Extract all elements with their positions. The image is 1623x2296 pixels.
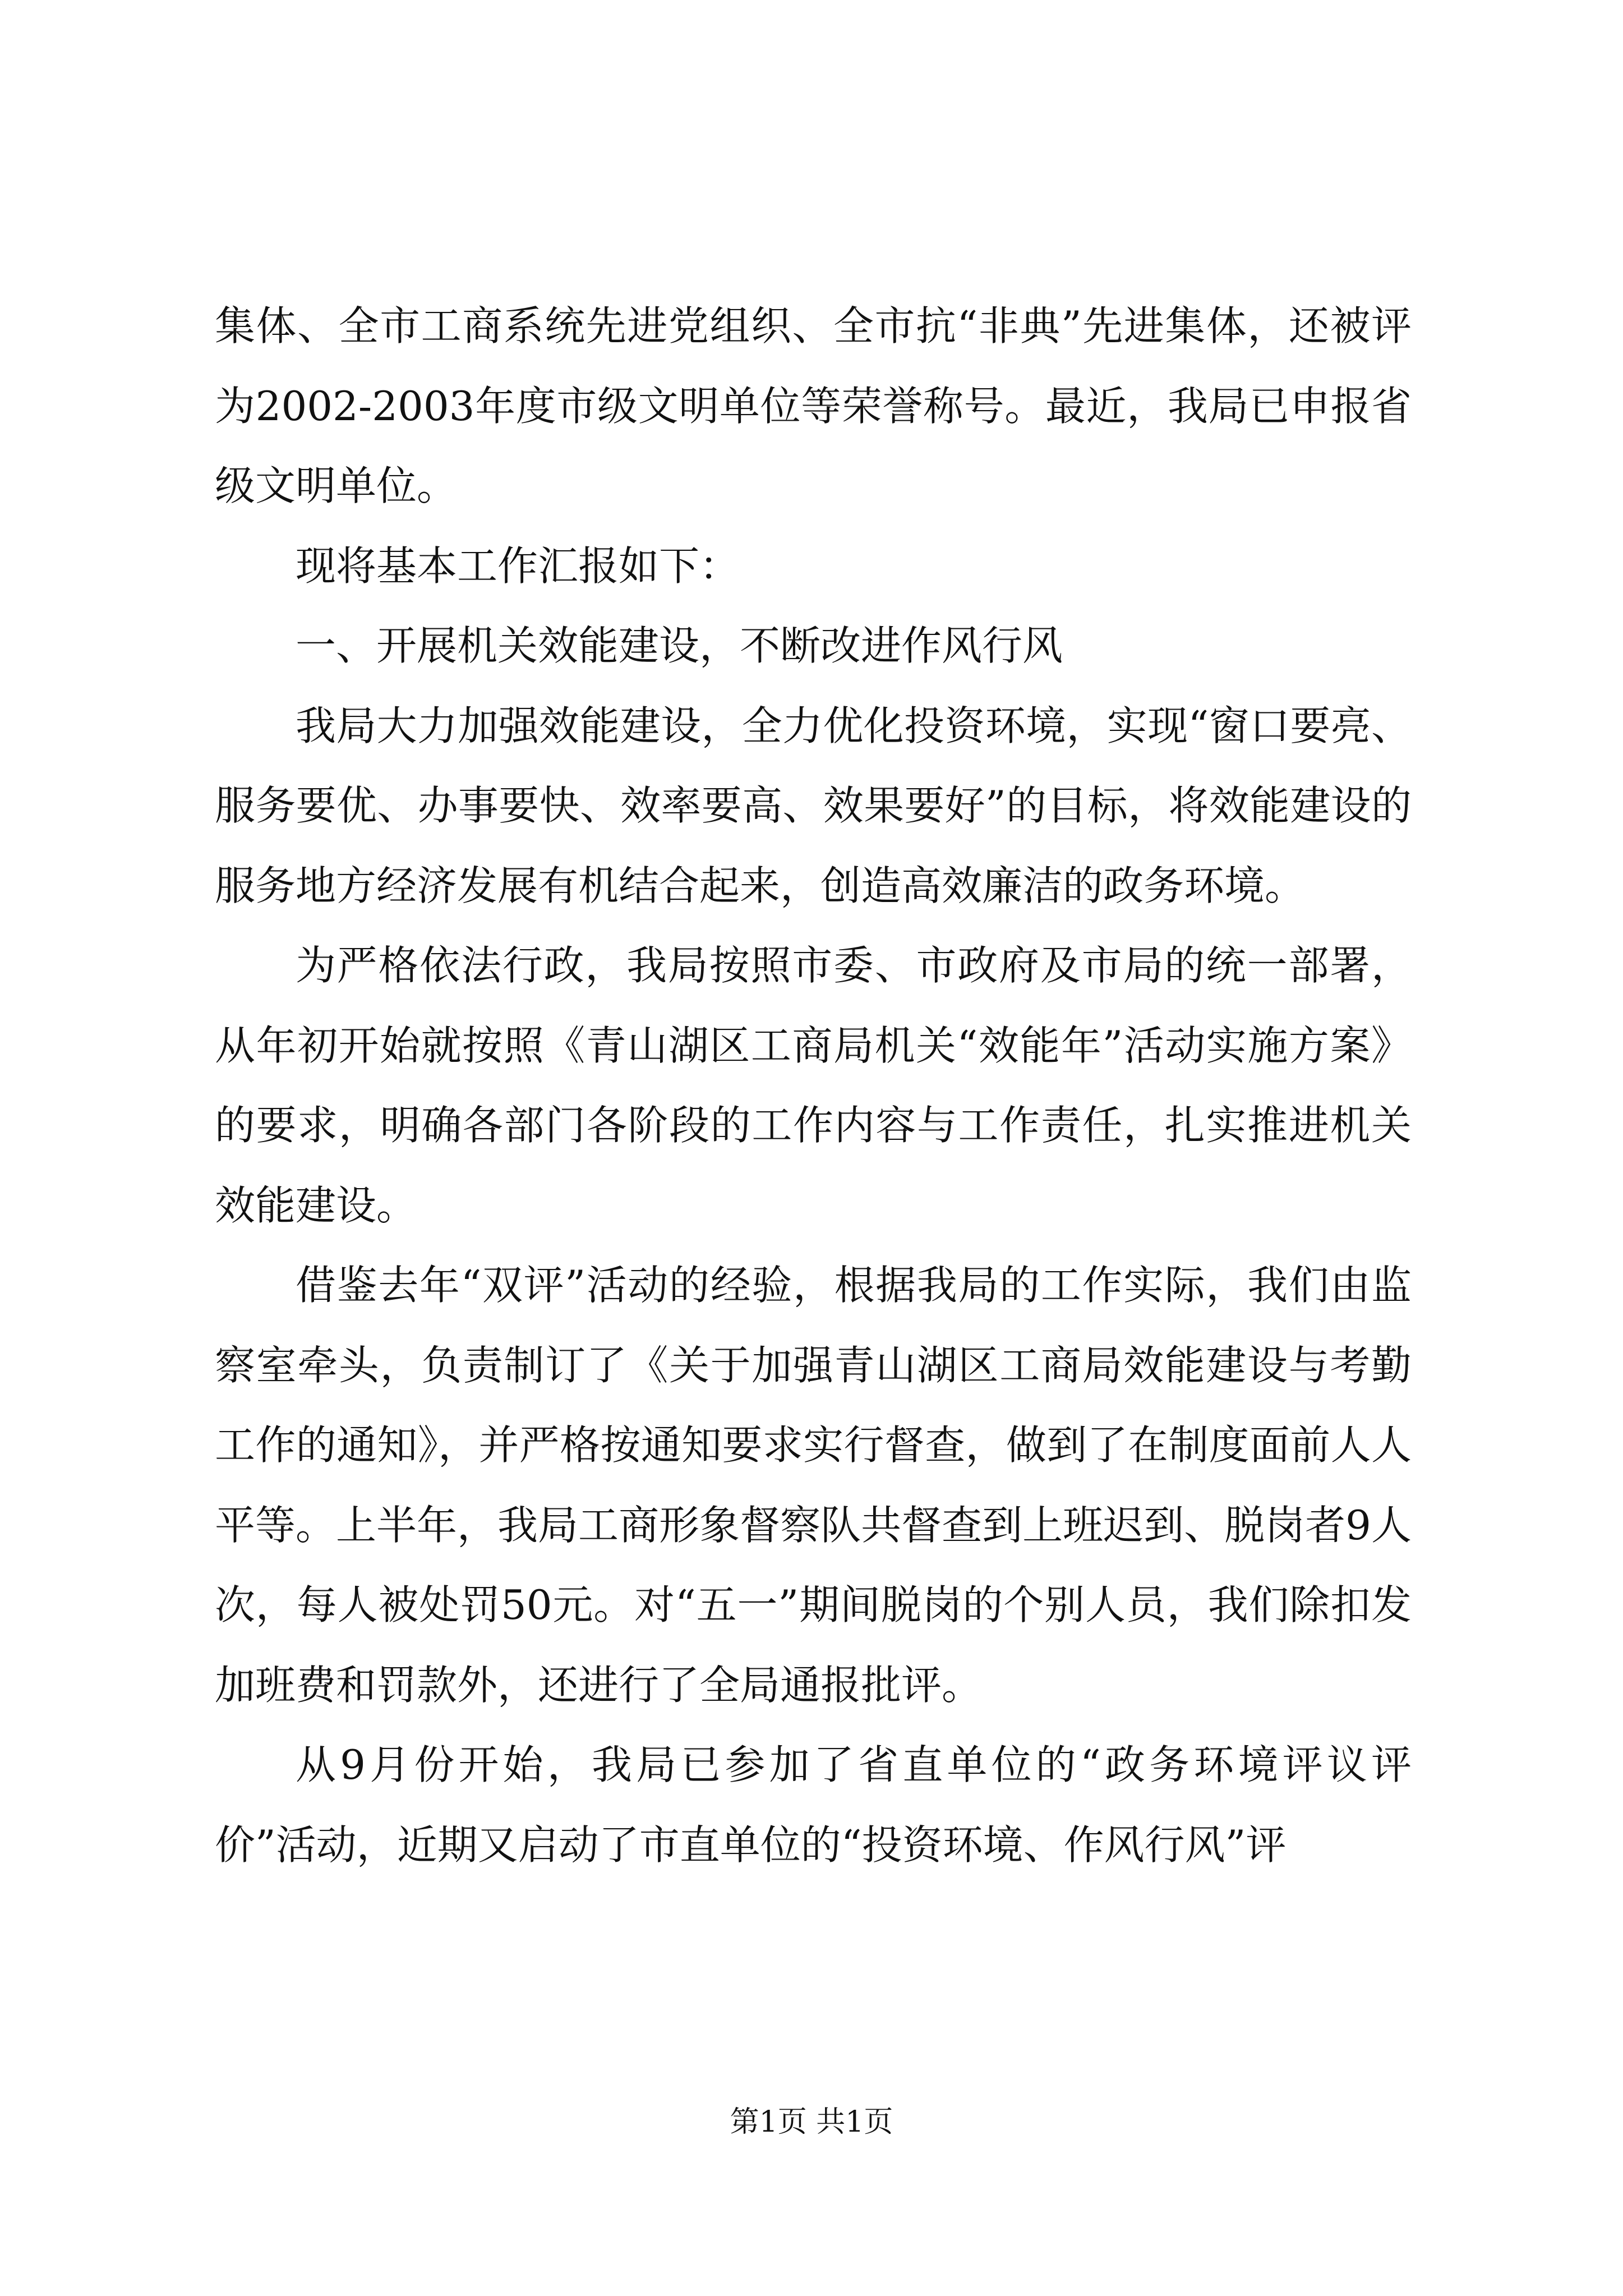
paragraph: 借鉴去年“双评”活动的经验，根据我局的工作实际，我们由监察室牵头，负责制订了《关于加强青山湖区工商局效能建设与考勤工作的通知》，并严格按通知要求实行督查，做到了在制度面前人人平等。上半年，我局工商形象督察队共督查到上班迟到、脱岗者9人次，每人被处罚50元。对“五一”期间脱岗的个别人员，我们除扣发加班费和罚款外，还进行了全局通报批评。 [215, 1262, 1412, 1709]
page-number-footer: 第1页 共1页 [730, 2105, 893, 2139]
paragraph: 集体、全市工商系统先进党组织、全市抗“非典”先进集体，还被评为2002-2003年度市级文明单位等荣誉称号。最近，我局已申报省级文明单位。 [215, 302, 1412, 509]
paragraph: 现将基本工作汇报如下： [296, 542, 740, 590]
section-heading: 一、开展机关效能建设，不断改进作风行风 [296, 622, 1063, 669]
paragraph: 我局大力加强效能建设，全力优化投资环境，实现“窗口要亮、服务要优、办事要快、效率要高、效果要好”的目标，将效能建设的服务地方经济发展有机结合起来，创造高效廉洁的政务环境。 [215, 702, 1412, 909]
paragraph: 为严格依法行政，我局按照市委、市政府及市局的统一部署，从年初开始就按照《青山湖区工商局机关“效能年”活动实施方案》的要求，明确各部门各阶段的工作内容与工作责任，扎实推进机关效能建设。 [215, 942, 1412, 1229]
paragraph: 从9月份开始，我局已参加了省直单位的“政务环境评议评价”活动，近期又启动了市直单位的“投资环境、作风行风”评 [215, 1741, 1412, 1869]
document-body [215, 286, 1412, 1885]
